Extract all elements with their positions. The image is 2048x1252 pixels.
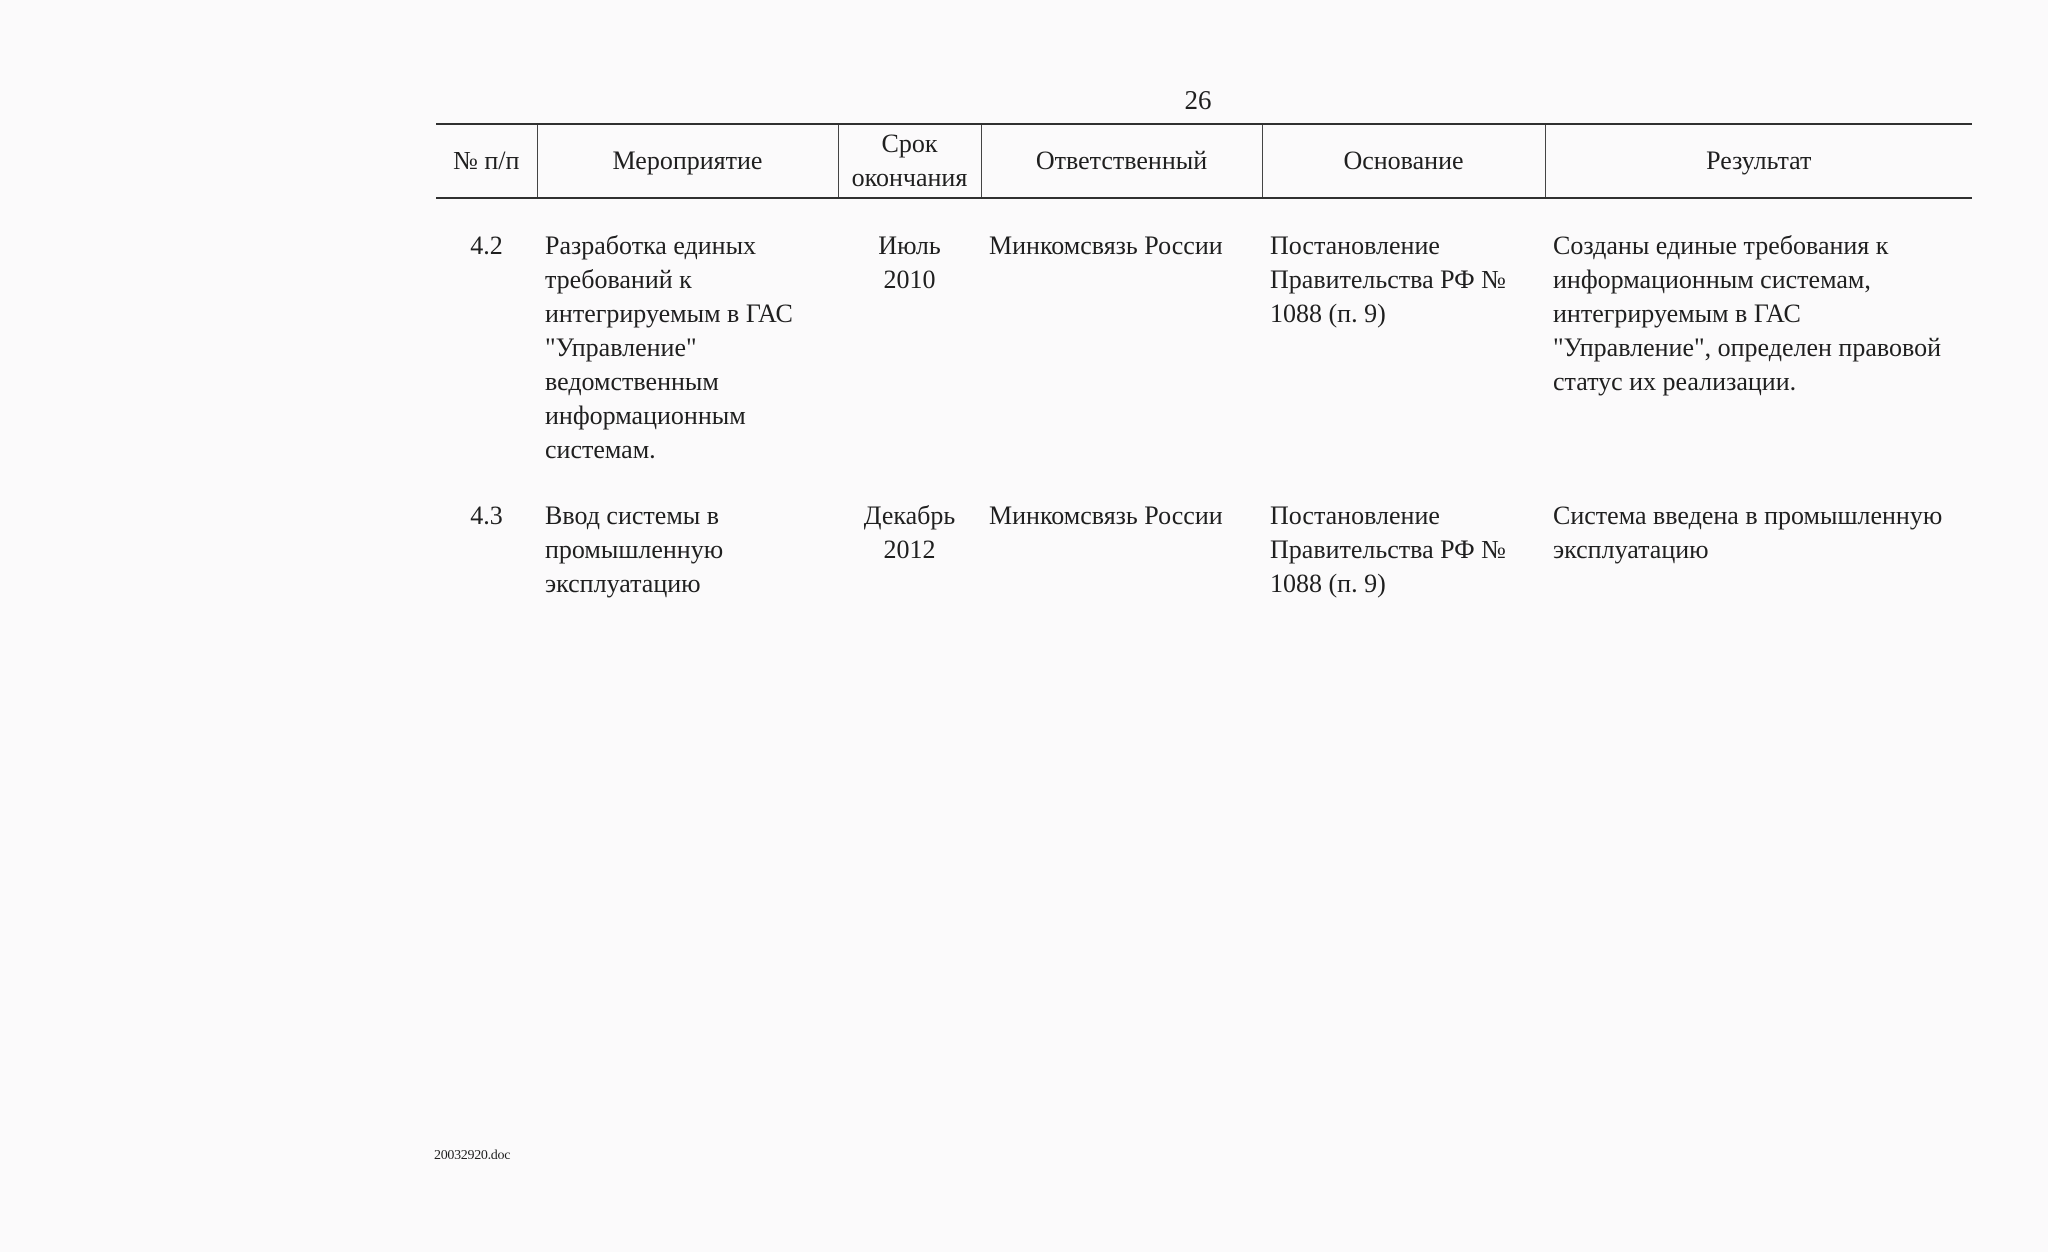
row-responsible: Минкомсвязь России — [989, 231, 1223, 260]
header-deadline-line2: окончания — [851, 163, 968, 192]
row-event: Ввод системы в промышленную эксплуатацию — [545, 501, 724, 598]
row-responsible: Минкомсвязь России — [989, 501, 1223, 530]
header-result: Результат — [1545, 124, 1972, 198]
table-row — [436, 198, 1972, 467]
table-body — [436, 198, 1972, 601]
row-deadline-year: 2010 — [883, 265, 936, 294]
row-deadline — [838, 467, 981, 601]
header-num: № п/п — [436, 124, 537, 198]
row-deadline-year: 2012 — [883, 535, 936, 564]
row-deadline-month: Июль — [878, 231, 941, 260]
header-basis: Основание — [1262, 124, 1545, 198]
table-header — [436, 124, 1972, 198]
row-result: Созданы единые требования к информационным системам, интегрируемым в ГАС "Управление", определен правовой статус их реализации. — [1553, 231, 1941, 396]
row-result: Система введена в промышленную эксплуатацию — [1553, 501, 1943, 564]
row-deadline-month: Декабрь — [863, 501, 956, 530]
header-deadline-line1: Срок — [881, 129, 938, 158]
activities-table — [436, 123, 1972, 601]
page-number: 26 — [1184, 85, 1212, 115]
header-responsible: Ответственный — [981, 124, 1262, 198]
row-deadline — [838, 198, 981, 467]
row-num: 4.3 — [470, 501, 503, 530]
row-num: 4.2 — [470, 231, 503, 260]
table-row — [436, 467, 1972, 601]
row-basis: Постановление Правительства РФ № 1088 (п. 9) — [1270, 501, 1506, 598]
row-event: Разработка единых требований к интегрируемым в ГАС "Управление" ведомственным информационным системам. — [545, 231, 793, 464]
footer-filename: 20032920.doc — [434, 1148, 511, 1163]
header-event: Мероприятие — [537, 124, 838, 198]
header-deadline — [838, 124, 981, 198]
header-row — [436, 124, 1972, 198]
row-basis: Постановление Правительства РФ № 1088 (п. 9) — [1270, 231, 1506, 328]
